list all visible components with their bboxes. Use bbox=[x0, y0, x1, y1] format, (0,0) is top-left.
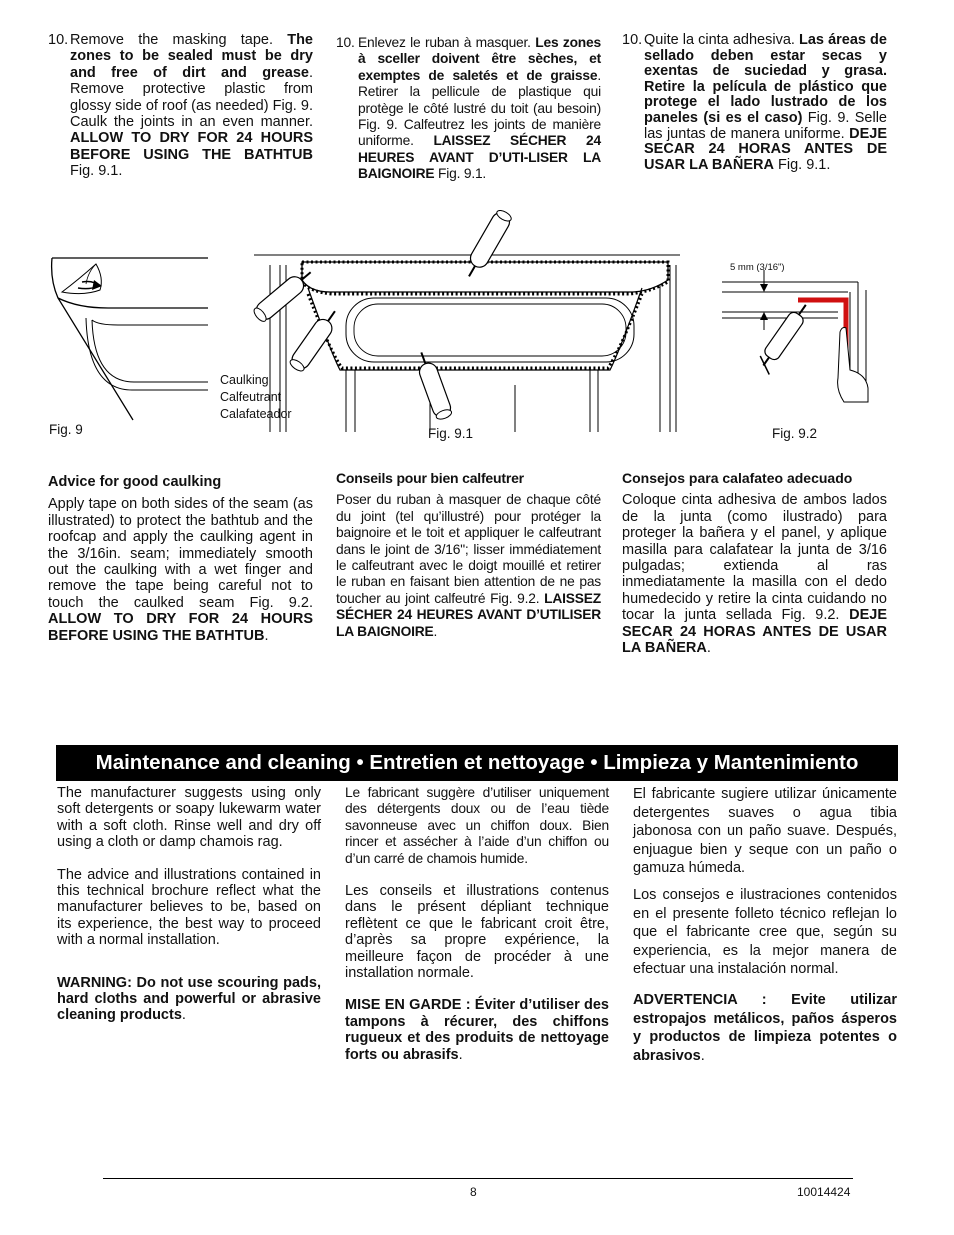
advice-title: Conseils pour bien calfeutrer bbox=[336, 470, 524, 486]
step-number: 10. bbox=[336, 35, 355, 50]
maintenance-p2: Los consejos e ilustraciones contenidos en el presente folleto técnico reflejan lo que el fabricante cree que, según su experiencia, es la mejor manera de efectuar una instalación normal. bbox=[633, 886, 897, 978]
figure-9-illustration bbox=[48, 250, 213, 425]
advice-title: Advice for good caulking bbox=[48, 474, 222, 490]
figure-9-1-illustration bbox=[250, 210, 690, 435]
maintenance-p1: Le fabricant suggère d’utiliser uniquement des détergents doux ou de l’eau tiède savonneuse avec un chiffon doux. Bien rincer et assécher à l’aide d’un chiffon ou d’un carré de chamois humide. bbox=[345, 785, 609, 866]
fig92-caption: Fig. 9.2 bbox=[772, 426, 818, 441]
step-number: 10. bbox=[48, 32, 69, 48]
maintenance-fr bbox=[345, 785, 609, 1079]
maintenance-p2: The advice and illustrations contained in this technical brochure reflect what the manufacturer believes to be, based on its experience, the best way to proceed with a normal installation. bbox=[57, 866, 321, 949]
fig91-caption: Fig. 9.1 bbox=[428, 426, 474, 441]
caulking-label-fr: Calfeutrant bbox=[220, 390, 282, 404]
step-number: 10. bbox=[622, 32, 643, 48]
maintenance-p1: The manufacturer suggests using only soft detergents or soapy lukewarm water with a soft cloth. Rinse well and dry off using a cloth or damp chamois rag. bbox=[57, 785, 321, 851]
caulking-label-en: Caulking bbox=[220, 373, 269, 387]
advice-en: Advice for good caulking Apply tape on both sides of the seam (as illustrated) to protect the bathtub and the roofcap and apply the caulking agent in the 3/16in. seam; immediately smooth out the caulking with a wet finger and remove the tape being careful not to touch the caulked seam Fig. 9.2. ALLOW TO DRY FOR 24 HOURS BEFORE USING THE BATHTUB. bbox=[48, 474, 313, 644]
footer-divider bbox=[103, 1178, 853, 1179]
fig9-caption: Fig. 9 bbox=[49, 422, 83, 437]
advice-es: Consejos para calafateo adecuado Coloque cinta adhesiva de ambos lados de la junta (como ilustrado) para proteger la bañera y el panel, y aplique masilla para calafatear la junta de 3/16 pulgadas; extienda al ras inmediatamente la masilla con el dedo humedecido y retire la cinta cuidando no tocar la junta sellada Fig. 9.2. DEJE SECAR 24 HORAS ANTES DE USAR LA BAÑERA. bbox=[622, 470, 887, 657]
figure-9-2-illustration bbox=[718, 270, 888, 405]
maintenance-p2: Les conseils et illustrations contenus dans le présent dépliant technique reflètent ce que le fabricant croit être, d’après sa propre expérience, la meilleure façon de procéder à une installation normale. bbox=[345, 883, 609, 982]
maintenance-banner: Maintenance and cleaning • Entretien et nettoyage • Limpieza y Mantenimiento bbox=[56, 745, 898, 781]
maintenance-es bbox=[633, 785, 897, 1081]
warning-text: ADVERTENCIA : Evite utilizar estropajos metálicos, paños ásperos y productos de limpieza potentes o abrasivos. bbox=[633, 991, 897, 1064]
advice-fr: Conseils pour bien calfeutrer Poser du ruban à masquer de chaque côté du joint (tel qu’illustré) pour protéger la baignoire et le toit et appliquer le calfeutrant dans le joint de 3/16"; lisser immédiatement le calfeutrant avec le doigt mouillé et retirer le ruban en faisant bien attention de ne pas toucher au joint calfeutré Fig. 9.2. LAISSEZ SÉCHER 24 HEURES AVANT D’UTILISER LA BAIGNOIRE. bbox=[336, 470, 601, 639]
caulking-label-es: Calafateador bbox=[220, 407, 292, 421]
step10-en: 10. Remove the masking tape. The zones to be sealed must be dry and free of dirt and grease. Remove protective plastic from glossy side of roof (as needed) Fig. 9. Caulk the joints in an even manner. ALLOW TO DRY FOR 24 HOURS BEFORE USING THE BATHTUB Fig. 9.1. bbox=[48, 32, 313, 180]
seam-dimension-label: 5 mm (3/16") bbox=[730, 262, 785, 273]
warning-text: MISE EN GARDE : Éviter d’utiliser des tampons à récurer, des chiffons rugueux et des produits de nettoyage forts ou abrasifs. bbox=[345, 997, 609, 1063]
advice-title: Consejos para calafateo adecuado bbox=[622, 470, 853, 486]
page-number: 8 bbox=[470, 1185, 477, 1199]
maintenance-en bbox=[57, 785, 321, 1040]
step10-fr: 10. Enlevez le ruban à masquer. Les zones à sceller doivent être sèches, et exemptes de saletés et de graisse. Retirer la pellicule de plastique qui protège le côté lustré du toit (au besoin) Fig. 9. Calfeutrez les joints de manière uniforme. LAISSEZ SÉCHER 24 HEURES AVANT D’UTI-LISER LA BAIGNOIRE Fig. 9.1. bbox=[336, 35, 601, 182]
warning-text: WARNING: Do not use scouring pads, hard cloths and powerful or abrasive cleaning products. bbox=[57, 974, 321, 1024]
step10-es: 10. Quite la cinta adhesiva. Las áreas de sellado deben estar secas y exentas de suciedad y grasa. Retire la película de plástico que protege el lado lustrado de los paneles (si es el caso) Fig. 9. Selle las juntas de manera uniforme. DEJE SECAR 24 HORAS ANTES DE USAR LA BAÑERA Fig. 9.1. bbox=[622, 32, 888, 173]
document-number: 10014424 bbox=[797, 1185, 851, 1199]
maintenance-p1: El fabricante sugiere utilizar únicamente detergentes suaves o agua tibia jabonosa con un paño suave. Después, enjuague bien y seque con un paño o gamuza húmeda. bbox=[633, 786, 897, 877]
